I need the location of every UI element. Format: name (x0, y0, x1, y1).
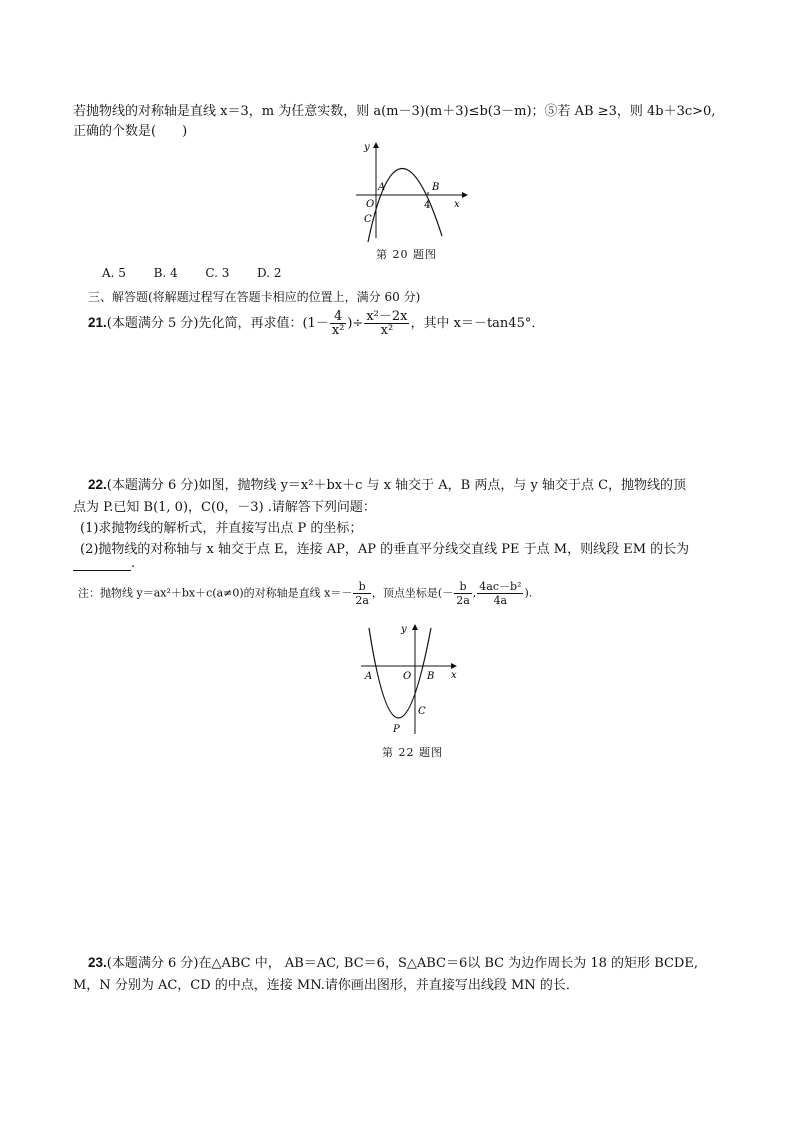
q22-number: 22. (88, 477, 107, 492)
q21-frac1 (330, 310, 347, 337)
q21-number: 21. (88, 315, 107, 330)
q22-figure-caption: 第 22 题图 (382, 746, 443, 759)
q22-label-O: O (403, 671, 412, 682)
q22-label-y: y (401, 624, 407, 635)
q22-x-arrow (451, 663, 457, 669)
q21-frac1-num: 4 (330, 310, 347, 324)
q20-stem-line1: 若抛物线的对称轴是直线 x＝3，m 为任意实数，则 a(m－3)(m＋3)≤b(3－m)；⑤若 AB ≥3，则 4b＋3c>0, (73, 104, 716, 119)
q23-line2: M，N 分别为 AC，CD 的中点，连接 MN.请你画出图形，并直接写出线段 MN 的长． (73, 978, 579, 993)
q20-figure-caption: 第 20 题图 (376, 248, 437, 261)
q22-note-comma: , (472, 586, 477, 600)
q22-answer-blank[interactable] (73, 558, 131, 571)
q22-blank-line (73, 556, 135, 571)
q22-blank-tail: . (131, 556, 136, 571)
q20-label-O: O (366, 199, 375, 210)
q22-note (78, 580, 532, 607)
q22-note-frac1-num: b (353, 580, 371, 594)
q22-label-B: B (427, 671, 435, 682)
q20-label-C: C (364, 214, 372, 225)
q22-note-a: 注：抛物线 y＝ax²＋bx＋c(a≠0)的对称轴是直线 x＝－ (78, 586, 353, 600)
q22-sub2: (2)抛物线的对称轴与 x 轴交于点 E，连接 AP，AP 的垂直平分线交直线 PE 于点 M，则线段 EM 的长为 (80, 542, 690, 557)
q20-label-4: 4 (424, 200, 431, 211)
q20-label-A: A (378, 182, 386, 193)
q20-parabola (368, 168, 442, 242)
q22-figure (355, 618, 465, 738)
q22-label-x: x (451, 670, 457, 681)
q22-line2: 点为 P.已知 B(1, 0)，C(0，－3) .请解答下列问题： (73, 500, 376, 515)
q22-label-A: A (365, 671, 373, 682)
q22-line1-text: (本题满分 6 分)如图，抛物线 y＝x²＋bx＋c 与 x 轴交于 A，B 两点，与 y 轴交于点 C，抛物线的顶 (106, 478, 687, 493)
q22-note-end: ). (524, 586, 533, 600)
q20-option-b: B. 4 (153, 266, 178, 280)
q20-y-arrow (373, 142, 379, 148)
q21-frac2-num: x²－2x (366, 309, 408, 324)
q21-intro: (本题满分 5 分)先化简，再求值：(1－ (106, 316, 329, 331)
q23-line1 (88, 952, 698, 971)
q20-figure (350, 138, 480, 243)
q22-note-frac3-num: 4ac－b² (479, 580, 522, 593)
q23-line1-text: (本题满分 6 分)在△ABC 中， AB＝AC, BC＝6，S△ABC＝6以 BC 为边作周长为 18 的矩形 BCDE, (106, 956, 698, 971)
q22-label-P: P (393, 724, 400, 735)
q20-options (102, 266, 282, 280)
q22-line1 (88, 474, 686, 493)
q20-x-arrow (462, 192, 468, 198)
q22-note-frac2-num: b (454, 580, 472, 594)
q22-note-frac3 (477, 580, 523, 607)
q20-label-y: y (364, 142, 370, 153)
q22-note-frac2-den: 2a (456, 594, 470, 607)
q20-option-d: D. 2 (257, 266, 282, 280)
q21-frac1-den: x² (331, 323, 345, 338)
q21 (88, 310, 544, 337)
q22-note-frac1-den: 2a (355, 594, 369, 607)
q22-y-arrow (412, 624, 418, 630)
q23-number: 23. (88, 955, 107, 970)
q22-note-frac1 (353, 580, 371, 607)
q21-div: )÷ (347, 316, 364, 331)
q21-frac2-den: x² (380, 323, 394, 338)
q21-tail: ，其中 x＝－tan45°． (410, 316, 545, 331)
q20-label-x: x (454, 199, 460, 210)
section3-heading: 三、解答题(将解题过程写在答题卡相应的位置上，满分 60 分) (88, 290, 421, 304)
q20-stem-line2: 正确的个数是( ) (73, 124, 188, 139)
q22-label-C: C (418, 706, 426, 717)
q22-note-b: ，顶点坐标是(－ (371, 586, 454, 600)
q22-parabola (369, 628, 431, 718)
q21-frac2 (364, 310, 409, 337)
q22-note-frac3-den: 4a (493, 594, 508, 607)
q20-label-B: B (432, 182, 440, 193)
q20-option-c: C. 3 (205, 266, 230, 280)
q22-sub1: (1)求抛物线的解析式，并直接写出点 P 的坐标； (80, 521, 363, 536)
q22-note-frac2 (454, 580, 472, 607)
q20-option-a: A. 5 (102, 266, 126, 280)
